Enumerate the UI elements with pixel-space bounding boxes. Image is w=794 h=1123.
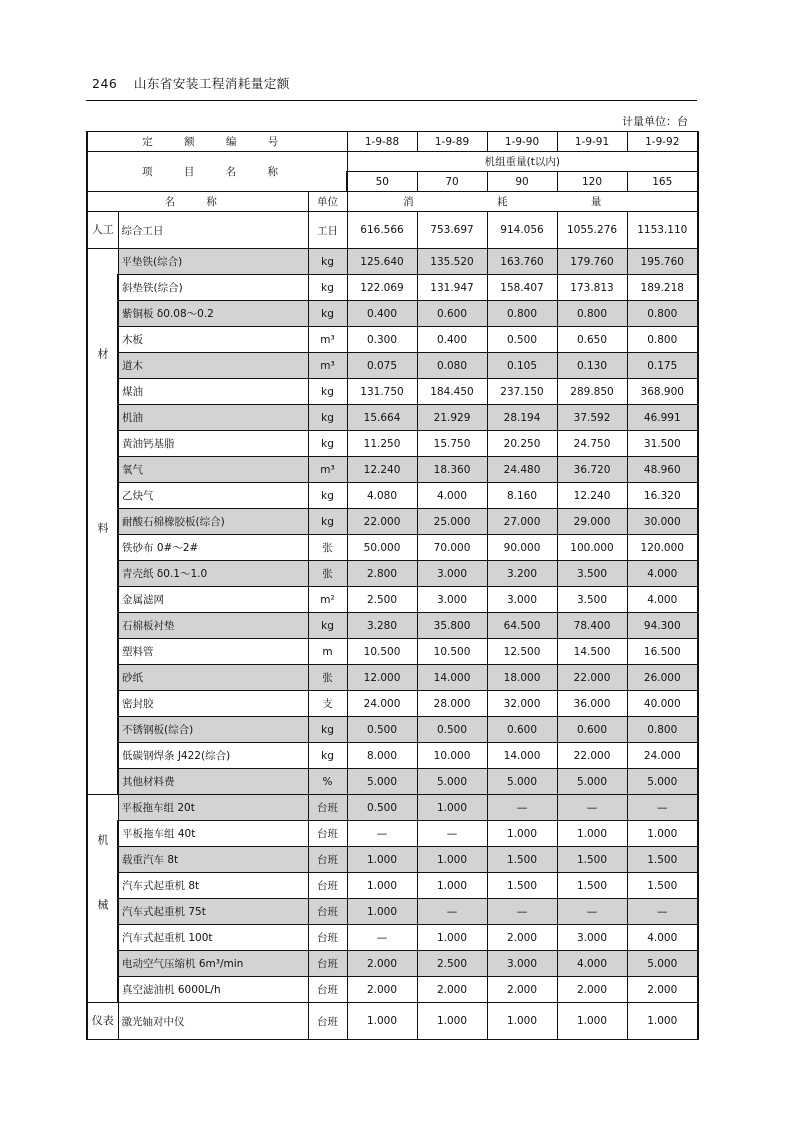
consumption-value: 4.000 (557, 951, 627, 977)
item-unit: kg (308, 301, 347, 327)
consumption-value: 14.000 (417, 665, 487, 691)
consumption-value: 1.000 (347, 847, 417, 873)
item-unit: kg (308, 717, 347, 743)
quota-code: 1-9-92 (627, 132, 698, 152)
item-name: 汽车式起重机 75t (118, 899, 308, 925)
page-header (92, 74, 290, 92)
consumption-value: — (627, 795, 698, 821)
consumption-value: 1.000 (417, 795, 487, 821)
group-label: 机组重量(t以内) (347, 152, 698, 172)
table-row (87, 795, 698, 821)
consumption-value: 5.000 (347, 769, 417, 795)
item-unit: m² (308, 587, 347, 613)
table-row (87, 977, 698, 1003)
consumption-value: 10.500 (347, 639, 417, 665)
consumption-value: 189.218 (627, 275, 698, 301)
consumption-value: 50.000 (347, 535, 417, 561)
consumption-value: 32.000 (487, 691, 557, 717)
consumption-value: 2.500 (417, 951, 487, 977)
item-unit: 台班 (308, 795, 347, 821)
consumption-value: 184.450 (417, 379, 487, 405)
consumption-value: 3.200 (487, 561, 557, 587)
item-name: 激光轴对中仪 (118, 1003, 308, 1040)
consumption-value: 16.320 (627, 483, 698, 509)
quota-code: 1-9-88 (347, 132, 417, 152)
category-cell: 机械 (87, 795, 118, 1003)
consumption-value: 27.000 (487, 509, 557, 535)
item-name: 耐酸石棉橡胶板(综合) (118, 509, 308, 535)
consumption-value: — (557, 795, 627, 821)
table-row (87, 301, 698, 327)
consumption-value: 15.664 (347, 405, 417, 431)
consumption-value: 2.800 (347, 561, 417, 587)
consumption-value: 30.000 (627, 509, 698, 535)
consumption-value: 0.800 (627, 301, 698, 327)
table-row (87, 613, 698, 639)
item-name: 石棉板衬垫 (118, 613, 308, 639)
consumption-value: 0.500 (417, 717, 487, 743)
weight-value: 165 (627, 172, 698, 192)
consumption-value: 2.000 (347, 951, 417, 977)
item-unit: kg (308, 275, 347, 301)
consumption-value: 1.500 (627, 847, 698, 873)
table-row (87, 587, 698, 613)
consumption-value: — (417, 899, 487, 925)
item-name: 不锈钢板(综合) (118, 717, 308, 743)
item-name: 氧气 (118, 457, 308, 483)
table-row (87, 873, 698, 899)
item-name-label: 项 目 名 称 (87, 152, 347, 192)
consumption-value: 8.160 (487, 483, 557, 509)
consumption-value: 2.000 (487, 925, 557, 951)
consumption-value: 18.360 (417, 457, 487, 483)
consumption-column-header: 消 耗 量 (347, 192, 698, 212)
consumption-value: 12.240 (557, 483, 627, 509)
consumption-value: 100.000 (557, 535, 627, 561)
weight-value: 50 (347, 172, 417, 192)
consumption-value: 1.000 (347, 1003, 417, 1040)
consumption-value: 22.000 (347, 509, 417, 535)
item-unit: kg (308, 743, 347, 769)
consumption-value: 29.000 (557, 509, 627, 535)
consumption-value: 78.400 (557, 613, 627, 639)
consumption-value: 2.000 (417, 977, 487, 1003)
consumption-value: 18.000 (487, 665, 557, 691)
category-cell: 材料 (87, 249, 118, 795)
consumption-value: 3.000 (487, 951, 557, 977)
consumption-value: 173.813 (557, 275, 627, 301)
consumption-value: 1055.276 (557, 212, 627, 249)
consumption-value: 24.480 (487, 457, 557, 483)
item-name: 真空滤油机 6000L/h (118, 977, 308, 1003)
consumption-value: 14.000 (487, 743, 557, 769)
consumption-value: 24.000 (347, 691, 417, 717)
consumption-value: 0.175 (627, 353, 698, 379)
consumption-value: 616.566 (347, 212, 417, 249)
consumption-value: 3.000 (487, 587, 557, 613)
group-label-row (87, 152, 698, 172)
consumption-value: 16.500 (627, 639, 698, 665)
item-unit: 张 (308, 535, 347, 561)
consumption-value: 3.000 (417, 561, 487, 587)
consumption-value: 195.760 (627, 249, 698, 275)
consumption-value: 1.500 (487, 847, 557, 873)
consumption-value: 1.500 (557, 873, 627, 899)
consumption-value: 5.000 (627, 951, 698, 977)
item-unit: kg (308, 379, 347, 405)
item-name: 煤油 (118, 379, 308, 405)
consumption-value: 3.000 (417, 587, 487, 613)
item-unit: m (308, 639, 347, 665)
consumption-value: 914.056 (487, 212, 557, 249)
consumption-value: 5.000 (627, 769, 698, 795)
consumption-value: 125.640 (347, 249, 417, 275)
consumption-value: 0.500 (347, 717, 417, 743)
item-name: 电动空气压缩机 6m³/min (118, 951, 308, 977)
consumption-value: 21.929 (417, 405, 487, 431)
table-row (87, 639, 698, 665)
quota-code: 1-9-89 (417, 132, 487, 152)
item-name: 综合工日 (118, 212, 308, 249)
item-name: 载重汽车 8t (118, 847, 308, 873)
item-name: 金属滤网 (118, 587, 308, 613)
table-row (87, 769, 698, 795)
consumption-value: 0.400 (417, 327, 487, 353)
consumption-value: 24.750 (557, 431, 627, 457)
item-unit: 台班 (308, 925, 347, 951)
consumption-value: 14.500 (557, 639, 627, 665)
consumption-value: 5.000 (487, 769, 557, 795)
table-row (87, 509, 698, 535)
item-name: 道木 (118, 353, 308, 379)
consumption-value: 0.600 (487, 717, 557, 743)
item-unit: kg (308, 613, 347, 639)
consumption-value: 1.500 (487, 873, 557, 899)
consumption-value: 2.000 (347, 977, 417, 1003)
consumption-value: 122.069 (347, 275, 417, 301)
consumption-value: 1.000 (487, 1003, 557, 1040)
consumption-value: 0.130 (557, 353, 627, 379)
consumption-value: 0.650 (557, 327, 627, 353)
name-column-header: 名 称 (87, 192, 308, 212)
consumption-value: 1.000 (627, 821, 698, 847)
table-row (87, 535, 698, 561)
consumption-value: 0.800 (487, 301, 557, 327)
item-unit: kg (308, 405, 347, 431)
item-unit: m³ (308, 457, 347, 483)
unit-note: 计量单位：台 (622, 115, 688, 128)
consumption-value: 0.080 (417, 353, 487, 379)
item-name: 汽车式起重机 100t (118, 925, 308, 951)
quota-code: 1-9-90 (487, 132, 557, 152)
category-cell: 人工 (87, 212, 118, 249)
consumption-value: 24.000 (627, 743, 698, 769)
consumption-value: 36.720 (557, 457, 627, 483)
consumption-value: 11.250 (347, 431, 417, 457)
item-unit: 工日 (308, 212, 347, 249)
consumption-value: 753.697 (417, 212, 487, 249)
item-name: 汽车式起重机 8t (118, 873, 308, 899)
consumption-value: 1.000 (347, 899, 417, 925)
item-name: 铁砂布 0#～2# (118, 535, 308, 561)
consumption-value: 0.600 (557, 717, 627, 743)
consumption-value: — (347, 821, 417, 847)
item-name: 乙炔气 (118, 483, 308, 509)
table-row (87, 249, 698, 275)
consumption-value: 1.000 (627, 1003, 698, 1040)
item-unit: % (308, 769, 347, 795)
page-number: 246 (92, 76, 118, 91)
table-row (87, 483, 698, 509)
consumption-value: 12.000 (347, 665, 417, 691)
table-row (87, 212, 698, 249)
consumption-value: — (557, 899, 627, 925)
table-row (87, 717, 698, 743)
weight-value: 90 (487, 172, 557, 192)
consumption-value: 1.500 (557, 847, 627, 873)
quota-code: 1-9-91 (557, 132, 627, 152)
consumption-value: 0.600 (417, 301, 487, 327)
consumption-value: 1153.110 (627, 212, 698, 249)
item-name: 密封胶 (118, 691, 308, 717)
consumption-value: 1.000 (417, 873, 487, 899)
table-row (87, 327, 698, 353)
item-unit: 台班 (308, 899, 347, 925)
item-unit: kg (308, 483, 347, 509)
consumption-value: 20.250 (487, 431, 557, 457)
item-name: 平板拖车组 40t (118, 821, 308, 847)
consumption-value: 1.000 (557, 821, 627, 847)
item-unit: m³ (308, 327, 347, 353)
item-unit: 台班 (308, 951, 347, 977)
consumption-value: 15.750 (417, 431, 487, 457)
consumption-value: 36.000 (557, 691, 627, 717)
quota-code-row (87, 132, 698, 152)
item-name: 其他材料费 (118, 769, 308, 795)
consumption-value: — (417, 821, 487, 847)
consumption-value: 135.520 (417, 249, 487, 275)
consumption-value: 2.000 (627, 977, 698, 1003)
table-row (87, 561, 698, 587)
table-row (87, 821, 698, 847)
table-row (87, 743, 698, 769)
consumption-value: 1.000 (417, 925, 487, 951)
table-row (87, 431, 698, 457)
item-name: 青壳纸 δ0.1～1.0 (118, 561, 308, 587)
item-name: 平板拖车组 20t (118, 795, 308, 821)
consumption-value: 26.000 (627, 665, 698, 691)
consumption-value: 1.000 (557, 1003, 627, 1040)
consumption-value: 3.280 (347, 613, 417, 639)
header-rule (86, 100, 697, 101)
consumption-value: 1.000 (347, 873, 417, 899)
item-unit: kg (308, 249, 347, 275)
unit-column-header: 单位 (308, 192, 347, 212)
consumption-value: 22.000 (557, 743, 627, 769)
consumption-value: 0.500 (347, 795, 417, 821)
book-title: 山东省安装工程消耗量定额 (133, 76, 290, 91)
consumption-value: 12.240 (347, 457, 417, 483)
consumption-value: 0.800 (627, 717, 698, 743)
consumption-value: 37.592 (557, 405, 627, 431)
item-unit: 台班 (308, 977, 347, 1003)
item-unit: 张 (308, 665, 347, 691)
consumption-value: 131.947 (417, 275, 487, 301)
consumption-value: 3.000 (557, 925, 627, 951)
consumption-value: 4.000 (627, 587, 698, 613)
item-name: 机油 (118, 405, 308, 431)
consumption-value: 0.500 (487, 327, 557, 353)
consumption-value: 0.800 (627, 327, 698, 353)
consumption-value: 368.900 (627, 379, 698, 405)
consumption-value: 4.000 (627, 925, 698, 951)
consumption-value: 4.000 (417, 483, 487, 509)
consumption-value: 35.800 (417, 613, 487, 639)
table-row (87, 353, 698, 379)
consumption-value: 4.000 (627, 561, 698, 587)
consumption-value: 28.194 (487, 405, 557, 431)
consumption-value: 5.000 (417, 769, 487, 795)
table-row (87, 275, 698, 301)
consumption-value: 70.000 (417, 535, 487, 561)
consumption-value: 0.105 (487, 353, 557, 379)
consumption-value: 0.075 (347, 353, 417, 379)
item-unit: 台班 (308, 821, 347, 847)
consumption-value: 64.500 (487, 613, 557, 639)
consumption-value: 8.000 (347, 743, 417, 769)
consumption-value: 3.500 (557, 587, 627, 613)
consumption-value: 2.000 (557, 977, 627, 1003)
item-unit: kg (308, 431, 347, 457)
table-row (87, 899, 698, 925)
item-unit: 台班 (308, 847, 347, 873)
item-name: 紫铜板 δ0.08～0.2 (118, 301, 308, 327)
item-unit: 张 (308, 561, 347, 587)
consumption-value: 3.500 (557, 561, 627, 587)
item-unit: kg (308, 509, 347, 535)
category-cell: 仪表 (87, 1003, 118, 1040)
consumption-value: 1.500 (627, 873, 698, 899)
quota-code-label: 定 额 编 号 (87, 132, 347, 152)
consumption-value: 120.000 (627, 535, 698, 561)
consumption-value: 1.000 (487, 821, 557, 847)
consumption-value: 22.000 (557, 665, 627, 691)
table-row (87, 925, 698, 951)
table-row (87, 405, 698, 431)
consumption-value: 237.150 (487, 379, 557, 405)
table-row (87, 379, 698, 405)
item-name: 塑料管 (118, 639, 308, 665)
consumption-value: 28.000 (417, 691, 487, 717)
item-name: 砂纸 (118, 665, 308, 691)
consumption-value: 25.000 (417, 509, 487, 535)
consumption-value: — (487, 795, 557, 821)
consumption-value: 0.800 (557, 301, 627, 327)
consumption-value: 46.991 (627, 405, 698, 431)
weight-value: 120 (557, 172, 627, 192)
table-row (87, 847, 698, 873)
item-unit: 支 (308, 691, 347, 717)
consumption-value: 5.000 (557, 769, 627, 795)
item-unit: 台班 (308, 1003, 347, 1040)
consumption-value: 1.000 (417, 1003, 487, 1040)
item-name: 平垫铁(综合) (118, 249, 308, 275)
weight-value: 70 (417, 172, 487, 192)
consumption-value: 90.000 (487, 535, 557, 561)
consumption-value: 1.000 (417, 847, 487, 873)
item-name: 黄油钙基脂 (118, 431, 308, 457)
consumption-value: 131.750 (347, 379, 417, 405)
table-row (87, 691, 698, 717)
consumption-value: 2.500 (347, 587, 417, 613)
item-name: 低碳钢焊条 J422(综合) (118, 743, 308, 769)
item-name: 斜垫铁(综合) (118, 275, 308, 301)
consumption-value: 0.400 (347, 301, 417, 327)
table-row (87, 665, 698, 691)
table-row (87, 951, 698, 977)
table-row (87, 457, 698, 483)
consumption-value: 48.960 (627, 457, 698, 483)
item-name: 木板 (118, 327, 308, 353)
consumption-value: 31.500 (627, 431, 698, 457)
consumption-value: 40.000 (627, 691, 698, 717)
column-header-row (87, 192, 698, 212)
consumption-value: 12.500 (487, 639, 557, 665)
item-unit: m³ (308, 353, 347, 379)
consumption-value: 2.000 (487, 977, 557, 1003)
consumption-value: 179.760 (557, 249, 627, 275)
table-row (87, 1003, 698, 1040)
consumption-value: — (487, 899, 557, 925)
consumption-value: 4.080 (347, 483, 417, 509)
consumption-value: — (627, 899, 698, 925)
consumption-value: 163.760 (487, 249, 557, 275)
consumption-value: 158.407 (487, 275, 557, 301)
consumption-value: 289.850 (557, 379, 627, 405)
consumption-value: — (347, 925, 417, 951)
quota-table (86, 131, 699, 1040)
consumption-value: 94.300 (627, 613, 698, 639)
item-unit: 台班 (308, 873, 347, 899)
consumption-value: 10.500 (417, 639, 487, 665)
consumption-value: 10.000 (417, 743, 487, 769)
consumption-value: 0.300 (347, 327, 417, 353)
